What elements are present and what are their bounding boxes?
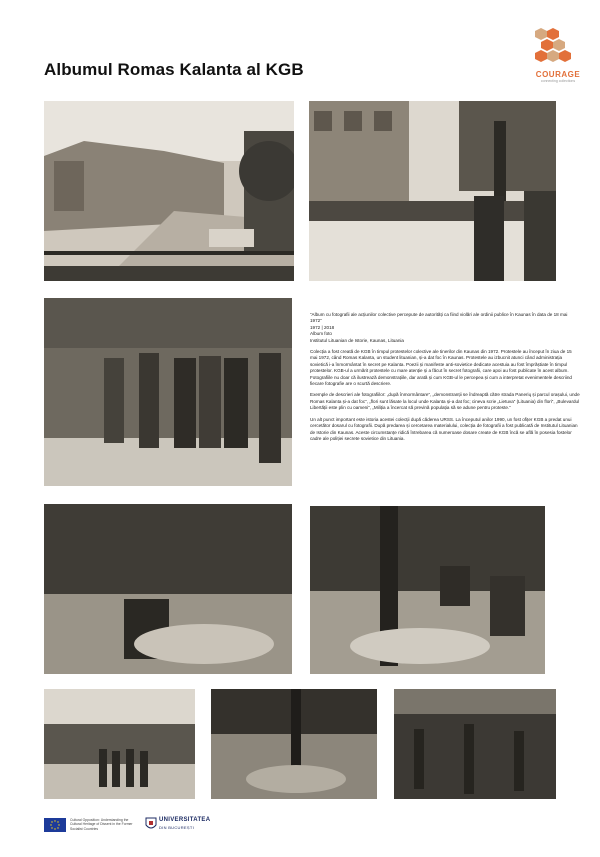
eu-flag-icon [44,818,66,832]
logo-tagline: connecting collections [540,79,576,83]
page-title: Albumul Romas Kalanta al KGB [44,60,304,79]
caption-date: 1972 | 2018 [310,324,335,330]
university-subtitle: DIN BUCUREȘTI [159,825,195,830]
eu-project-text: Cultural Opposition: Understanding the Cultural Heritage of Dissent in the Former Socialist Countries [70,818,133,831]
photo-tree-flowers-crowd [310,506,545,674]
caption-block [310,312,580,447]
photo-crowd-around-tree [211,689,377,799]
caption-paragraph-3: Un alt punct important este istoria acestei colecții după căderea URSS. La începutul anilor 1990, un fost ofițer KGB a predat unui cercetător dosarul cu fotografii. După predarea și cercetarea materialului, colecția de fotografii a fost publicată de Institutul Lituanian de Istorie din Kaunas. Aceste circumstanțe ridică întrebarea că numeroase dosare create de KGB încă se află în posesia fostelor cadre ale poliției secrete sovietice din Lituania. [310,416,578,441]
photo-dense-crowd [394,689,556,799]
caption-description: “Album cu fotografii ale acțiunilor colective percepute de autorități ca fiind violări ale ordinii publice în Kaunas în data de 18 mai 1972” [310,312,568,324]
photo-street-aerial-view [44,101,294,281]
caption-paragraph-2: Exemple de descrieri ale fotografiilor: „după înmormântare”, „demonstranții se îndreaptă către strada Panerių și parcul orașului, unde Romas Kalanta și-a dat foc”, „flori sunt lăsate la locul unde Kalanta și-a dat foc; cineva scrie „Lietuva” (Lituania) din flori”, „Bulevardul Libertății este plin cu oameni”, „Miliția a încercat să prevină populația să se adune pentru proteste.” [310,392,580,411]
caption-paragraph-1: Colecția a fost creată de KGB în timpul protestelor colective ale tinerilor din Kaunas din 1972. Protestele au început în ziua de 15 mai 1972, când Romas Kalanta, un student lituanian, și-a dat foc în Kaunas. Protestele au izbucnit atunci când administrația sovietică i-a înmormântat în secret pe Kalanta. Poezii și manifeste anti-sovietice dedicate acestuia au fost împrăștiate în timpul protestelor. KGB-ul a urmărit protestele cu mare atenție și a făcut în secret fotografii, care apoi au fost publicate în acest album. Fotografiile nu doar că ilustrează demonstrațiile, dar arată și cum KGB-ul le percepea și cum a interpretat evenimentele descriind fiecare fotografie are o scurtă descriere. [310,349,572,387]
caption-institution: Institutul Lituanian de Istorie, Kaunas, Lituania [310,337,404,343]
photo-militia-line [44,689,195,799]
photo-crowd-under-trees [309,101,556,281]
logo-name: COURAGE [535,70,581,79]
university-name: UNIVERSITATEA [159,817,211,823]
university-crest-icon [145,817,157,831]
photo-crowd-kneeling-man [44,504,292,674]
caption-type: Album foto [310,331,332,337]
photo-marching-crowd [44,298,292,486]
